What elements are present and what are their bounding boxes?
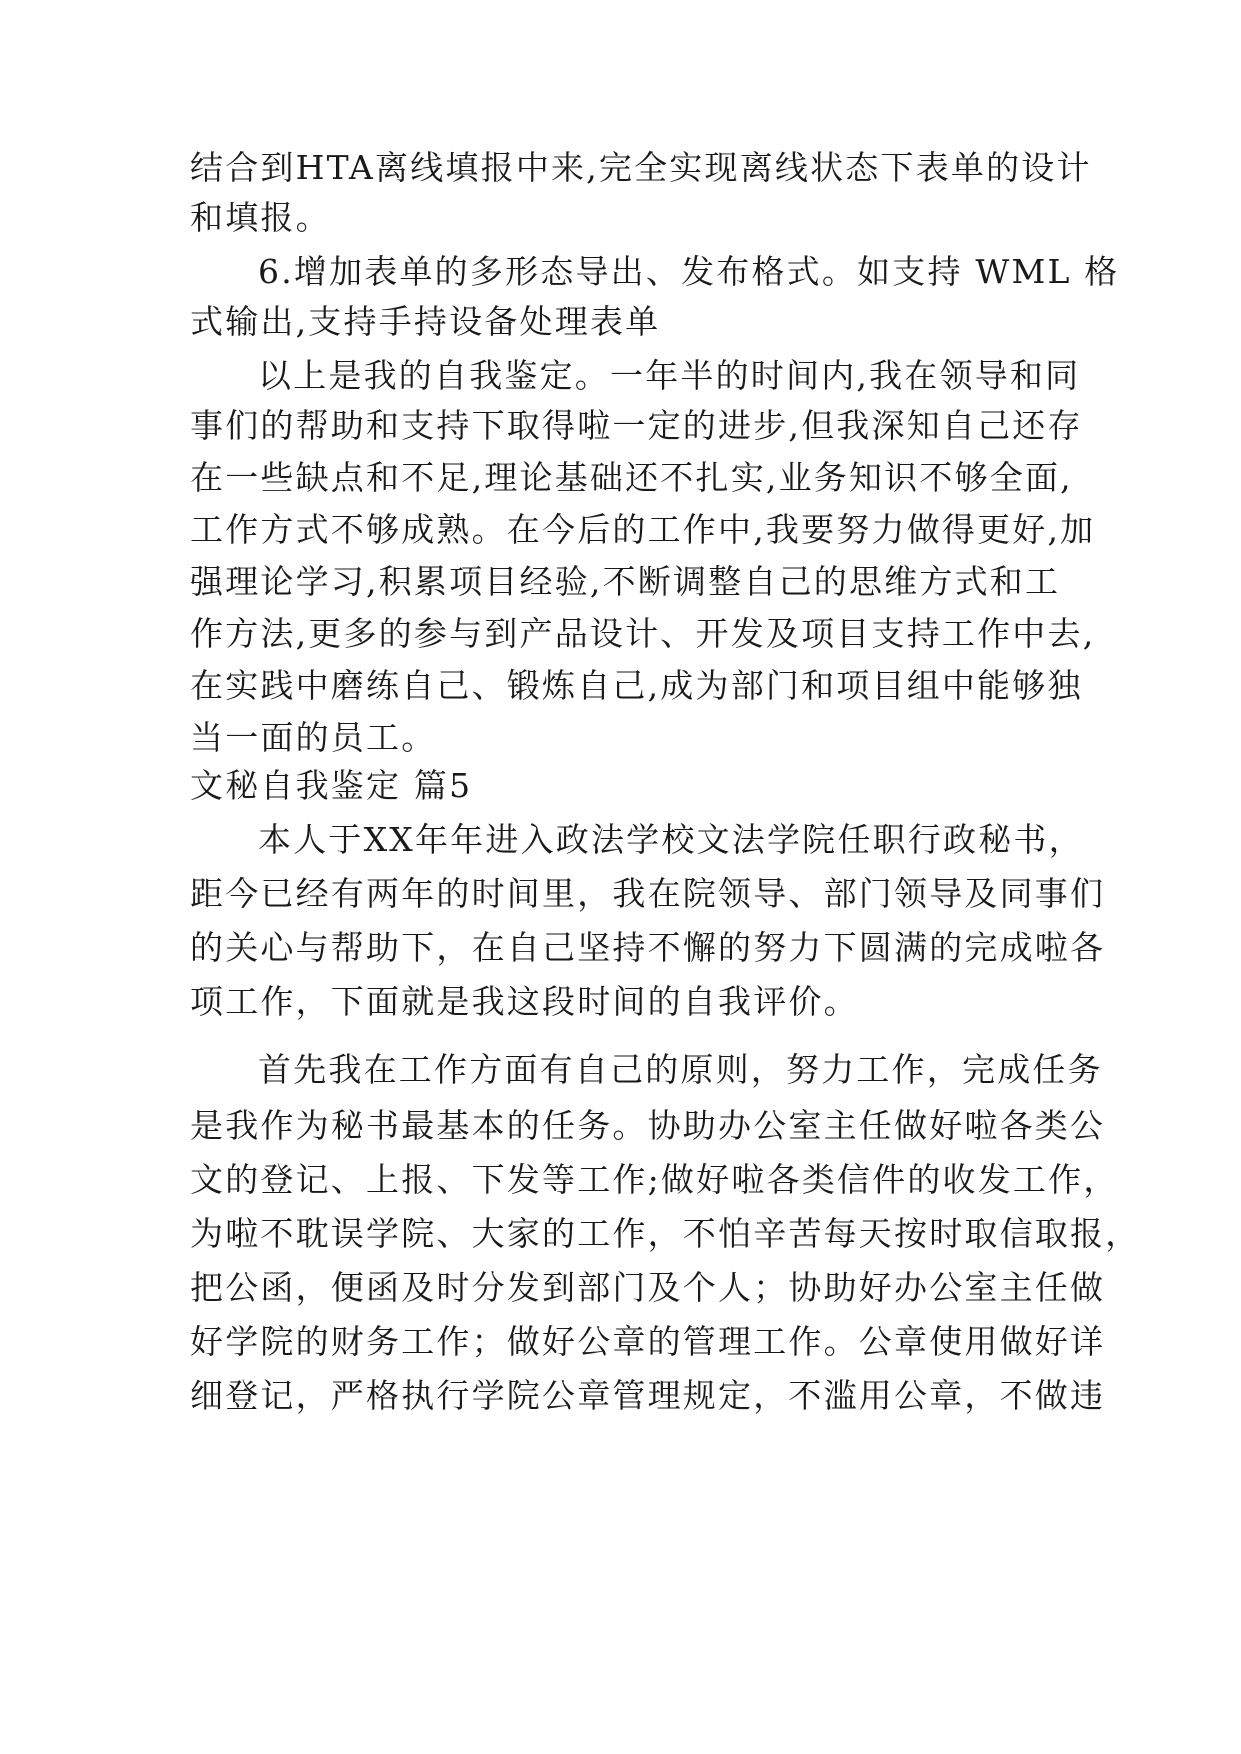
paragraph-line: 首先我在工作方面有自己的原则，努力工作，完成任务: [258, 1050, 1103, 1089]
paragraph-line: 好学院的财务工作；做好公章的管理工作。公章使用做好详: [190, 1322, 1106, 1361]
paragraph-line: 在实践中磨练自己、锻炼自己,成为部门和项目组中能够独: [190, 666, 1083, 705]
paragraph-line: 事们的帮助和支持下取得啦一定的进步,但我深知自己还存: [190, 406, 1083, 445]
paragraph-line: 文的登记、上报、下发等工作;做好啦各类信件的收发工作，: [190, 1160, 1119, 1199]
paragraph-line: 强理论学习,积累项目经验,不断调整自己的思维方式和工: [190, 562, 1061, 601]
paragraph-line: 把公函，便函及时分发到部门及个人；协助好办公室主任做: [190, 1268, 1106, 1307]
paragraph-line: 本人于XX年年进入政法学校文法学院任职行政秘书，: [258, 820, 1084, 859]
paragraph-line: 在一些缺点和不足,理论基础还不扎实,业务知识不够全面,: [190, 458, 1073, 497]
paragraph-line: 是我作为秘书最基本的任务。协助办公室主任做好啦各类公: [190, 1106, 1106, 1145]
section-heading: 文秘自我鉴定 篇5: [190, 766, 473, 805]
paragraph-line: 细登记，严格执行学院公章管理规定，不滥用公章，不做违: [190, 1376, 1106, 1415]
paragraph-line: 式输出,支持手持设备处理表单: [190, 302, 661, 341]
paragraph-line: 和填报。: [190, 198, 331, 237]
paragraph-line: 的关心与帮助下，在自己坚持不懈的努力下圆满的完成啦各: [190, 928, 1106, 967]
paragraph-line: 项工作，下面就是我这段时间的自我评价。: [190, 982, 859, 1021]
paragraph-line: 距今已经有两年的时间里，我在院领导、部门领导及同事们: [190, 874, 1106, 913]
paragraph-line: 工作方式不够成熟。在今后的工作中,我要努力做得更好,加: [190, 510, 1096, 549]
paragraph-line: 作方法,更多的参与到产品设计、开发及项目支持工作中去,: [190, 614, 1096, 653]
paragraph-line: 以上是我的自我鉴定。一年半的时间内,我在领导和同: [258, 356, 1081, 395]
paragraph-line: 6.增加表单的多形态导出、发布格式。如支持 WML 格: [258, 252, 1120, 291]
paragraph-line: 结合到HTA离线填报中来,完全实现离线状态下表单的设计: [190, 148, 1092, 187]
paragraph-line: 当一面的员工。: [190, 718, 437, 757]
paragraph-line: 为啦不耽误学院、大家的工作，不怕辛苦每天按时取信取报，: [190, 1214, 1141, 1253]
